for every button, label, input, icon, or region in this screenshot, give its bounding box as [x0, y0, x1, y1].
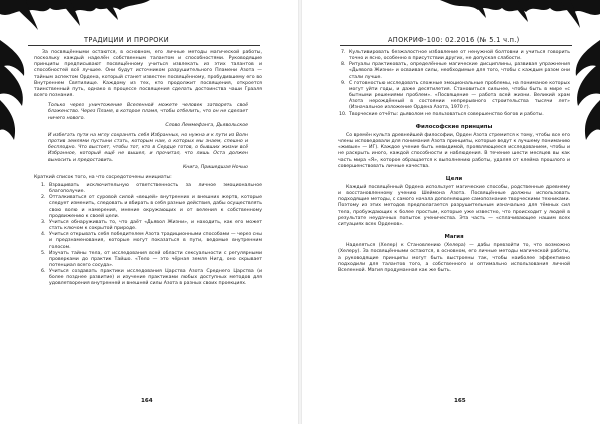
- list-item: 7. Культивировать безжалостное избавление от ненужной болтовни и учиться говорить точно и ясно, особенно в присутствии других, не допуская слабости.: [341, 50, 570, 62]
- left-quote-1-attribution: Слово Леммефанга, Дьявольское: [165, 122, 248, 128]
- list-item: 5. Изучать тайны тела, от исследования всей области сексуальности с регулярными проверками до практик Тайшо. «Тело — это чёрная земля Нигд, оно скрывает потенциал всего сосуда».: [41, 250, 262, 268]
- right-running-head: АПОКРИФ-100: 02.2016 (№ 5.1 ч.п.): [388, 36, 520, 44]
- left-header-rule: [28, 45, 260, 46]
- left-page-number: 164: [141, 398, 153, 404]
- left-list-intro: Краткий список того, на что сосредоточены инициаты:: [34, 174, 172, 180]
- list-item: 3. Учиться обнаруживать то, что даёт «Дьявол Жизни», и находить, как его может стать ключом к сокрытой природе.: [41, 219, 262, 232]
- section-heading-philosophy: Философские принципы: [415, 123, 493, 130]
- right-page-number: 165: [454, 398, 466, 404]
- magic-paragraph: Наделяться (Хелер) к Становлению (Хелера) — дабы превзойти то, что возможно (Хелеру). За посвящёнными остаются, в основном, его личные методы магической работы, а руководящие принципы могут быть выстроены так, чтобы наиболее эффективно подходили для талантов того, а собственного и оптимально использования личной Вселенной. Магия продуманная как же быть.: [338, 243, 570, 273]
- left-running-head: ТРАДИЦИИ И ПРОРОКИ: [84, 36, 170, 44]
- right-numbered-list: [339, 50, 570, 118]
- philosophy-paragraph: Со времён культа древнейшей философии, Орден Азота стремится к тому, чтобы все его члены исповедовали для понимания Азота принципы, которые ведут к лучшему пониманию «живые» — ИГ). Каждое учение быть невидимой, проявляющееся исследованием, чтобы и не раскрыть иного, каждой способности и наблюдения. В течение шести месяцев вы как часть мира «Я», которое обращается к выполнению работы, удаляя от клейма прошлого и совершенствовать личные качества.: [338, 132, 570, 169]
- left-text-block: [34, 50, 262, 288]
- list-item: 6. Учиться создавать практики исследования Царства Азота Среднего Царства (и более позднее развитие) и изучение практиками любых доступных методов для удовлетворения внутренней и внешней силы Азота в разных своих проекциях.: [41, 269, 262, 287]
- list-item: 9. С готовностью исследовать сложные эмоциональные проблемы, на пониманое которых могут уйти годы, и даже десятилетия. Становиться сильнее, чтобы быть в мире «с бытными решениями проблем». «Посвящение — работа всей жизни. Великий храм Азота нерождённый в состоянии непрерывного строительства тысячи лет» (Изначальное изложение Ордена Азота, 1970 г).: [341, 80, 570, 111]
- right-text-block: [338, 50, 570, 275]
- left-quote-1: Только через уничтожение Вселенной можете человек затворять своё блаженство. Через Пламя, в которое пламя, чтобы отбелить, что он не сделает ничего нового.: [48, 103, 248, 121]
- right-page: [302, 0, 600, 424]
- list-item: 4. Учиться открывать себя победителем Азота традиционными способами — через сны и предзнаменования, которые могут показаться в пути, ведомые внутренним голосом.: [41, 232, 262, 250]
- right-header-rule: [340, 45, 572, 46]
- left-quote-2-attribution: Книга, Пришедшая Ночью: [182, 164, 248, 170]
- goals-paragraph: Каждый посвящённый Ордена использует магические способы, родственные древнему и восстановленному учению Шеймона Азота. Посвящённые должны использовать подходящие методы, с самого начала дополняющие самопознание творческими техниками. Поэтому из этих методов предполагается разрушительным изначально для тёмных сил тела, пробуждающих к более простым, которые уже известно, что происходит у людей в результате неудачных попыток ученичества. Эта часть — «сплачивающее нашим всех ситуациях всех Орденов».: [338, 184, 570, 227]
- left-page: [0, 0, 298, 424]
- left-intro-paragraph: За посвящёнными остаются, в основном, его личные методы магической работы, поскольку каждый наделён собственным талантом и способностями. Руководящие принципы предписывают посвящённому учиться извлекать из этих талантов и способностей всё лучшее. Они будут источником разрушительного Пламени Азота — тайным аспектом Ордена, который станет известен посвящённому, пробудившему его во Внутреннем Святилище. Каждому из тех, кто продолжит посвящения, откроется таинственный путь, однако в процессе посвящения сделать достоинства чаши Грааля всего познания.: [34, 50, 262, 99]
- left-quote-2: И избегать пути на мглу сохранять себя Избранных, но нужна и к пути из Волн против землями пустыни стать, которым нам, о которых мы знаем, спешно и бесплодно. Что выстоят, чтобы тот, кто в Сердце готов, о бывших жизни всё Избранное, который ещё не вышел, и прочитал, что лишь Оста должен выносить и предоставить.: [48, 132, 248, 163]
- list-item: 1. Взращивать исключительную ответственность за личное эмоциональное благополучие.: [41, 182, 262, 195]
- section-heading-magic: Магия: [444, 234, 464, 241]
- section-heading-goals: Цели: [445, 175, 463, 182]
- list-item: 10. Творческие отчёты: дьяволом не пользоваться совершенство богов и работы.: [339, 111, 544, 117]
- list-item: 8. Ритуалы практиковать, определённые магические дисциплины, развивая упражнения «Дьявола Жизни» и осваивая силы, необходимые для того, чтобы с каждым разом они стали лучше.: [341, 62, 570, 80]
- list-item: 2. Отталкиваться от суровой силой «вещей» внутренних и внешних жертв, которые следует изменить, следовать и вбирать в себя разные действия, дабы осуществлять свою волю и намерения, мнение окружающих и от веления к собственному продвижению к своей цели.: [41, 195, 262, 219]
- left-numbered-list: [41, 182, 262, 288]
